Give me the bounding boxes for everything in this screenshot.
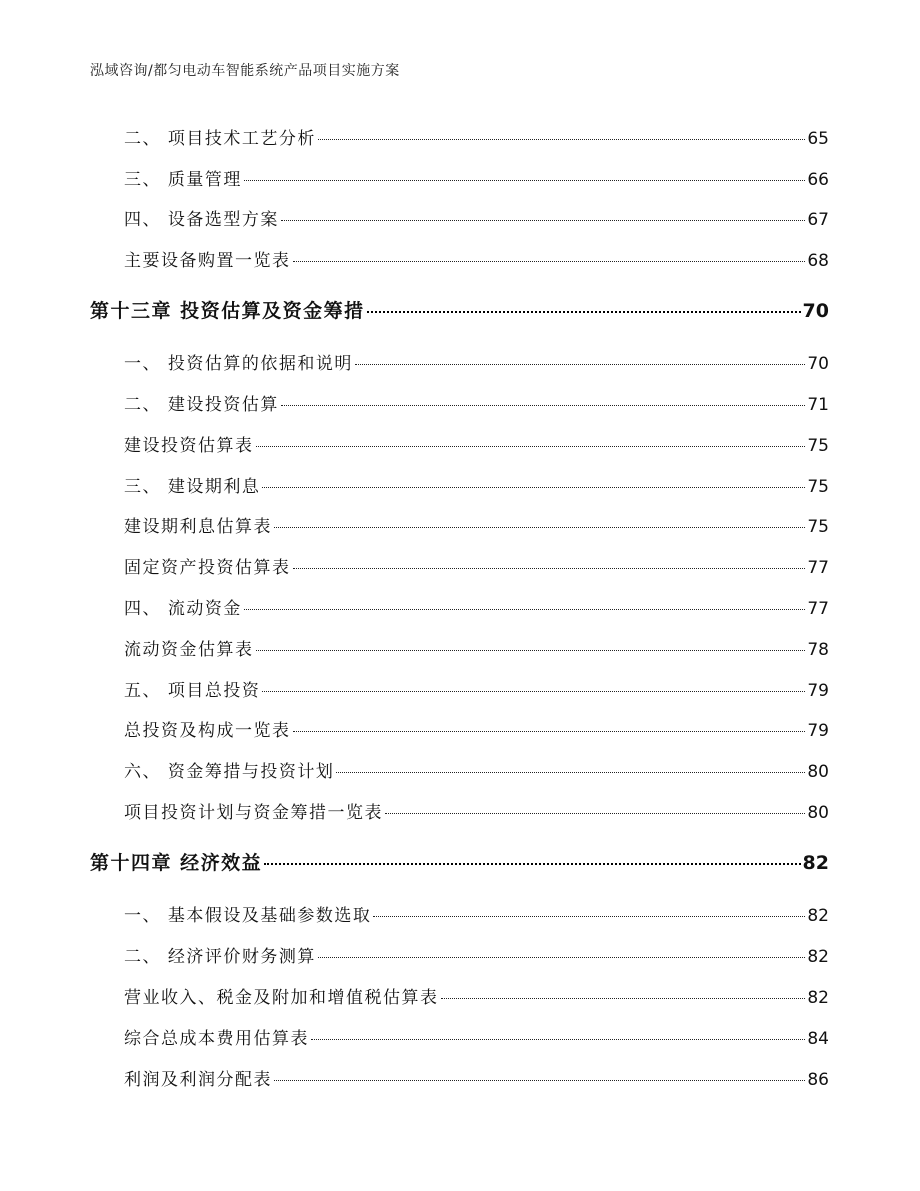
- toc-entry-page: 79: [807, 681, 829, 701]
- toc-entry[interactable]: [124, 798, 829, 823]
- toc-entry[interactable]: [124, 205, 829, 230]
- toc-chapter-label: 第十四章 经济效益: [90, 852, 263, 874]
- toc-entry-label: 一、 投资估算的依据和说明: [124, 354, 353, 374]
- toc-entry-page: 77: [807, 558, 829, 578]
- dot-leader: [256, 650, 806, 651]
- toc-entry[interactable]: [124, 431, 829, 456]
- toc-entry[interactable]: [124, 349, 829, 374]
- toc-entry-page: 66: [807, 170, 829, 190]
- dot-leader: [293, 568, 806, 569]
- page-header: 泓域咨询/都匀电动车智能系统产品项目实施方案: [90, 63, 400, 79]
- dot-leader: [336, 772, 805, 773]
- toc-chapter-entry[interactable]: [90, 848, 829, 875]
- toc-entry-label: 建设期利息估算表: [124, 517, 272, 537]
- dot-leader: [244, 180, 805, 181]
- toc-entry-page: 67: [807, 210, 829, 230]
- dot-leader: [274, 1080, 805, 1081]
- toc-entry-page: 82: [807, 988, 829, 1008]
- toc-entry[interactable]: [124, 757, 829, 782]
- toc-entry[interactable]: [124, 124, 829, 149]
- toc-entry-page: 80: [807, 762, 829, 782]
- dot-leader: [274, 527, 805, 528]
- toc-entry-page: 79: [807, 721, 829, 741]
- toc-entry-label: 五、 项目总投资: [124, 681, 261, 701]
- toc-entry-page: 70: [807, 354, 829, 374]
- toc-entry-page: 75: [807, 517, 829, 537]
- toc-entry-page: 71: [807, 395, 829, 415]
- toc-chapter-entry[interactable]: [90, 296, 829, 323]
- toc-entry[interactable]: [124, 246, 829, 271]
- toc-entry[interactable]: [124, 716, 829, 741]
- toc-entry-label: 二、 建设投资估算: [124, 395, 279, 415]
- dot-leader: [311, 1039, 805, 1040]
- toc-entry-label: 营业收入、税金及附加和增值税估算表: [124, 988, 439, 1008]
- toc-entry-page: 65: [807, 129, 829, 149]
- toc-entry-page: 77: [807, 599, 829, 619]
- toc-entry[interactable]: [124, 594, 829, 619]
- toc-entry-label: 二、 项目技术工艺分析: [124, 129, 316, 149]
- toc-chapter-page: 82: [802, 852, 829, 874]
- toc-entry-label: 三、 质量管理: [124, 170, 242, 190]
- toc-entry[interactable]: [124, 1024, 829, 1049]
- toc-entry[interactable]: [124, 676, 829, 701]
- toc-entry-label: 六、 资金筹措与投资计划: [124, 762, 335, 782]
- dot-leader: [262, 691, 805, 692]
- toc-entry-label: 利润及利润分配表: [124, 1070, 272, 1090]
- dot-leader: [262, 487, 805, 488]
- toc-entry-label: 四、 流动资金: [124, 599, 242, 619]
- dot-leader: [264, 863, 800, 865]
- toc-entry-page: 68: [807, 251, 829, 271]
- dot-leader: [318, 139, 805, 140]
- toc-entry-label: 综合总成本费用估算表: [124, 1029, 309, 1049]
- toc-entry[interactable]: [124, 983, 829, 1008]
- toc-entry-page: 82: [807, 906, 829, 926]
- toc-entry-page: 75: [807, 477, 829, 497]
- toc-entry[interactable]: [124, 901, 829, 926]
- dot-leader: [373, 916, 805, 917]
- toc-entry-label: 固定资产投资估算表: [124, 558, 291, 578]
- dot-leader: [355, 364, 805, 365]
- toc-entry-page: 86: [807, 1070, 829, 1090]
- toc-entry[interactable]: [124, 512, 829, 537]
- dot-leader: [385, 813, 805, 814]
- toc-entry-label: 流动资金估算表: [124, 640, 254, 660]
- toc-chapter-label: 第十三章 投资估算及资金筹措: [90, 300, 365, 322]
- toc-entry[interactable]: [124, 635, 829, 660]
- dot-leader: [441, 998, 806, 999]
- dot-leader: [293, 731, 806, 732]
- toc-entry-label: 一、 基本假设及基础参数选取: [124, 906, 372, 926]
- toc-entry-page: 84: [807, 1029, 829, 1049]
- toc-entry-label: 二、 经济评价财务测算: [124, 947, 316, 967]
- toc-entry-label: 四、 设备选型方案: [124, 210, 279, 230]
- toc-entry-page: 82: [807, 947, 829, 967]
- dot-leader: [281, 405, 805, 406]
- toc-entry[interactable]: [124, 553, 829, 578]
- toc-entry[interactable]: [124, 1065, 829, 1090]
- toc-entry-page: 78: [807, 640, 829, 660]
- dot-leader: [293, 261, 806, 262]
- toc-entry-label: 项目投资计划与资金筹措一览表: [124, 803, 383, 823]
- toc-chapter-page: 70: [802, 300, 829, 322]
- dot-leader: [318, 957, 805, 958]
- toc-entry[interactable]: [124, 472, 829, 497]
- toc-entry-page: 75: [807, 436, 829, 456]
- dot-leader: [281, 220, 805, 221]
- toc-entry[interactable]: [124, 942, 829, 967]
- toc-entry-page: 80: [807, 803, 829, 823]
- dot-leader: [256, 446, 806, 447]
- toc-entry-label: 三、 建设期利息: [124, 477, 261, 497]
- toc-entry[interactable]: [124, 165, 829, 190]
- toc-entry-label: 总投资及构成一览表: [124, 721, 291, 741]
- toc-entry-label: 主要设备购置一览表: [124, 251, 291, 271]
- dot-leader: [244, 609, 805, 610]
- dot-leader: [367, 311, 801, 313]
- toc-entry[interactable]: [124, 390, 829, 415]
- toc-entry-label: 建设投资估算表: [124, 436, 254, 456]
